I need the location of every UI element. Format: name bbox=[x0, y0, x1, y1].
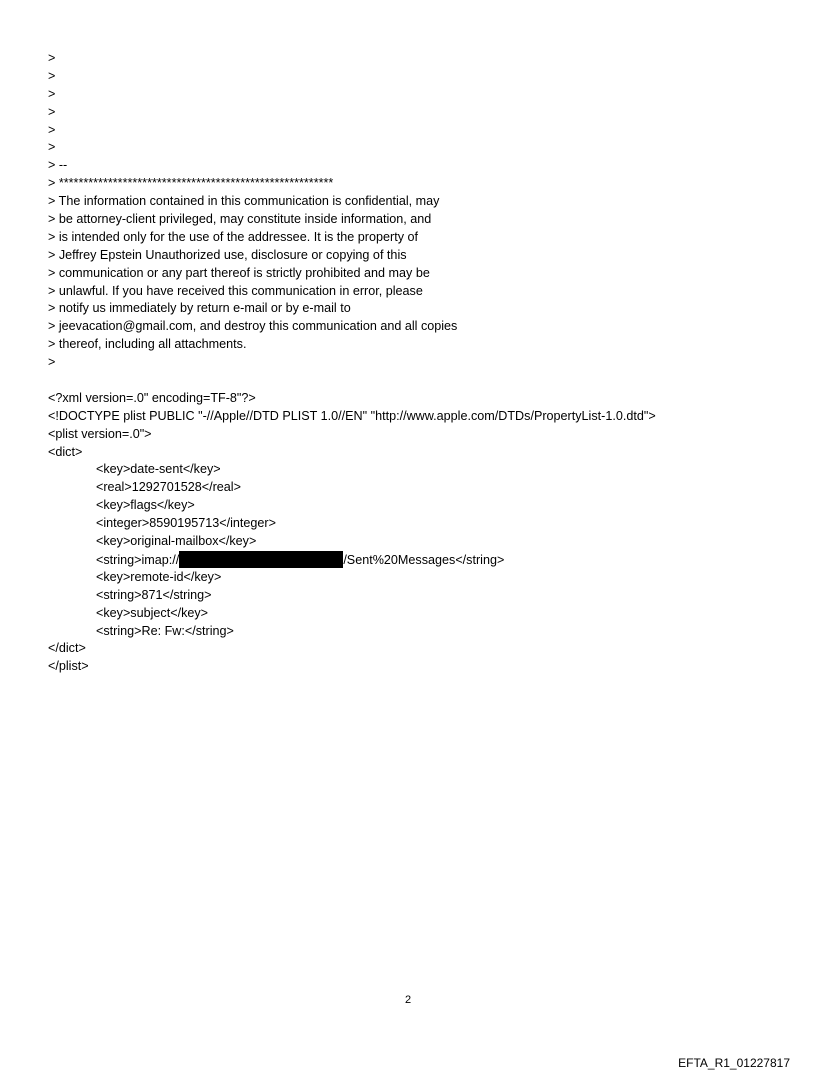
quoted-line: > Jeffrey Epstein Unauthorized use, disclosure or copying of this bbox=[48, 247, 407, 262]
quoted-line: > bbox=[48, 355, 56, 370]
quoted-line: > bbox=[48, 122, 56, 137]
quoted-line: > bbox=[48, 51, 56, 65]
key-subject: <key>subject</key> bbox=[96, 605, 209, 620]
quoted-line: > bbox=[48, 86, 56, 101]
spacer bbox=[48, 372, 788, 390]
xml-declaration: <?xml version=.0" encoding=TF-8"?> bbox=[48, 390, 256, 405]
integer-flags-value: <integer>8590195713</integer> bbox=[96, 516, 276, 531]
redaction-box bbox=[179, 551, 343, 568]
quoted-disclaimer-block bbox=[48, 50, 788, 372]
real-date-value: <real>1292701528</real> bbox=[96, 480, 241, 495]
imap-suffix: /Sent%20Messages</string> bbox=[343, 552, 505, 567]
quoted-line: > jeevacation@gmail.com, and destroy this communication and all copies bbox=[48, 319, 458, 334]
quoted-line: > The information contained in this communication is confidential, may bbox=[48, 194, 440, 209]
imap-prefix: <string>imap:// bbox=[96, 552, 180, 567]
quoted-line: > thereof, including all attachments. bbox=[48, 337, 247, 352]
doctype-line: <!DOCTYPE plist PUBLIC "-//Apple//DTD PLIST 1.0//EN" "http://www.apple.com/DTDs/PropertyList-1.0.dtd"> bbox=[48, 408, 656, 423]
string-mailbox-value bbox=[48, 551, 788, 569]
quoted-line: > bbox=[48, 68, 56, 83]
key-remote-id: <key>remote-id</key> bbox=[96, 569, 222, 584]
string-remote-id-value: <string>871</string> bbox=[96, 587, 212, 602]
quoted-line: > notify us immediately by return e-mail or by e-mail to bbox=[48, 301, 351, 316]
key-date-sent: <key>date-sent</key> bbox=[96, 462, 221, 477]
key-original-mailbox: <key>original-mailbox</key> bbox=[96, 534, 257, 549]
string-subject-value: <string>Re: Fw:</string> bbox=[96, 623, 234, 638]
key-flags: <key>flags</key> bbox=[96, 498, 195, 513]
plist-close-tag: </plist> bbox=[48, 659, 89, 674]
document-body bbox=[48, 50, 788, 676]
quoted-line: > bbox=[48, 104, 56, 119]
quoted-line: > ******************************************************** bbox=[48, 176, 334, 191]
quoted-line: > -- bbox=[48, 158, 68, 173]
quoted-line: > communication or any part thereof is strictly prohibited and may be bbox=[48, 265, 430, 280]
quoted-line: > unlawful. If you have received this communication in error, please bbox=[48, 283, 423, 298]
dict-close-tag: </dict> bbox=[48, 641, 86, 656]
plist-open-tag: <plist version=.0"> bbox=[48, 426, 152, 441]
document-id-stamp: EFTA_R1_01227817 bbox=[678, 1056, 790, 1070]
dict-open-tag: <dict> bbox=[48, 444, 83, 459]
quoted-line: > bbox=[48, 140, 56, 155]
quoted-line: > is intended only for the use of the addressee. It is the property of bbox=[48, 229, 418, 244]
quoted-line: > be attorney-client privileged, may constitute inside information, and bbox=[48, 212, 432, 227]
plist-block bbox=[48, 390, 788, 676]
page-number: 2 bbox=[404, 994, 412, 1006]
